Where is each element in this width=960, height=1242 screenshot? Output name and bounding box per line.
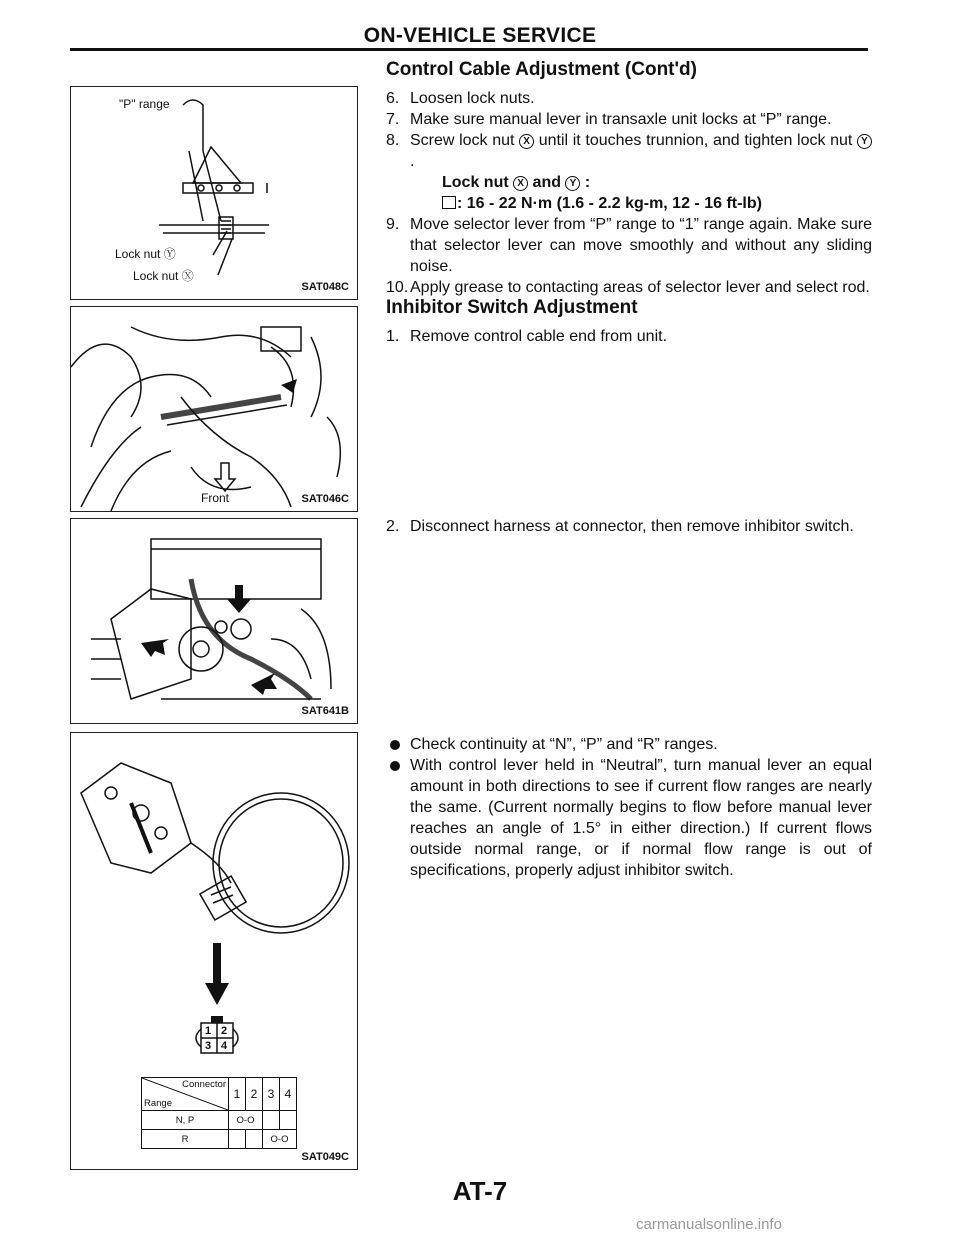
figure-control-cable (70, 306, 358, 512)
figure-code: SAT641B (301, 705, 349, 717)
step-8: 8. Screw lock nut X until it touches trunnion, and tighten lock nut Y. (386, 130, 872, 172)
pin-1: 1 (205, 1025, 212, 1037)
inhibitor-step-1: 1. Remove control cable end from unit. (386, 328, 668, 345)
figure-inhibitor-switch (70, 732, 358, 1170)
continuity-mark: O-O (236, 1114, 255, 1126)
figure-code: SAT046C (301, 493, 349, 505)
torque-wrench-icon (442, 196, 456, 209)
page-header: ON-VEHICLE SERVICE (363, 24, 597, 47)
watermark: carmanualsonline.info (636, 1216, 782, 1233)
continuity-mark: O-O (270, 1133, 289, 1145)
section-control-cable (386, 58, 872, 298)
column-header: 2 (246, 1078, 263, 1111)
section-title: Inhibitor Switch Adjustment (386, 297, 638, 318)
label-lock-nut-x: Lock nut Ⓧ (133, 269, 194, 283)
bullet-icon (390, 761, 400, 771)
bullet-item: With control lever held in “Neutral”, turn manual lever an equal amount in both directions to see if current flow ranges are nearly the same. (Current normally begins to flow before manual lever reaches an angle of 1.5° in either direction.) If current flows outside normal range, or if normal flow range is out of specifications, properly adjust inhibitor switch. (386, 755, 872, 881)
column-header: 4 (280, 1078, 297, 1111)
label-front: Front (201, 491, 230, 505)
engine-bay-illustration (71, 307, 357, 511)
label-p-range: "P" range (119, 97, 170, 111)
header-rule (70, 48, 868, 51)
range-cell: N, P (142, 1111, 229, 1130)
corner-connector: Connector (182, 1079, 226, 1090)
inhibitor-checks (386, 734, 872, 881)
bullet-icon (390, 740, 400, 750)
lever-diagram (71, 87, 357, 299)
column-header: 1 (229, 1078, 246, 1111)
inhibitor-step-2: 2. Disconnect harness at connector, then remove inhibitor switch. (386, 518, 854, 535)
section-title: Control Cable Adjustment (Cont'd) (386, 59, 697, 80)
torque-spec-value: : 16 - 22 N·m (1.6 - 2.2 kg-m, 12 - 16 ft-lb) (386, 193, 872, 214)
inhibitor-step-2-block (386, 516, 872, 537)
table-row (142, 1111, 297, 1130)
transaxle-illustration (71, 519, 357, 723)
figure-code: SAT048C (301, 281, 349, 293)
figure-harness-connector (70, 518, 358, 724)
step-10: 10. Apply grease to contacting areas of selector lever and select rod. (386, 279, 870, 296)
page-number: AT-7 (452, 1176, 508, 1206)
pin-4: 4 (221, 1040, 228, 1052)
step-7: 7. Make sure manual lever in transaxle unit locks at “P” range. (386, 111, 832, 128)
table-row (142, 1130, 297, 1149)
continuity-table (141, 1077, 297, 1149)
continuity-cell (263, 1130, 297, 1149)
pin-3: 3 (205, 1040, 212, 1052)
step-9: 9. Move selector lever from “P” range to “1” range again. Make sure that selector lever can move smoothly and without any sliding noise. (386, 216, 872, 275)
range-cell: R (142, 1130, 229, 1149)
section-inhibitor-switch (386, 296, 872, 347)
mark-y: Y (565, 176, 580, 191)
label-lock-nut-y: Lock nut Ⓨ (115, 247, 176, 261)
table-corner (142, 1078, 229, 1111)
column-header: 3 (263, 1078, 280, 1111)
torque-spec-label: Lock nut X and Y : (442, 174, 591, 191)
mark-x: X (513, 176, 528, 191)
continuity-cell (229, 1111, 263, 1130)
corner-range: Range (144, 1098, 172, 1109)
figure-lock-nuts (70, 86, 358, 300)
figure-code: SAT049C (301, 1151, 349, 1163)
pin-2: 2 (221, 1025, 228, 1037)
mark-y: Y (857, 134, 872, 149)
bullet-item: Check continuity at “N”, “P” and “R” ranges. (386, 734, 872, 755)
step-6: 6. Loosen lock nuts. (386, 90, 535, 107)
mark-x: X (519, 134, 534, 149)
